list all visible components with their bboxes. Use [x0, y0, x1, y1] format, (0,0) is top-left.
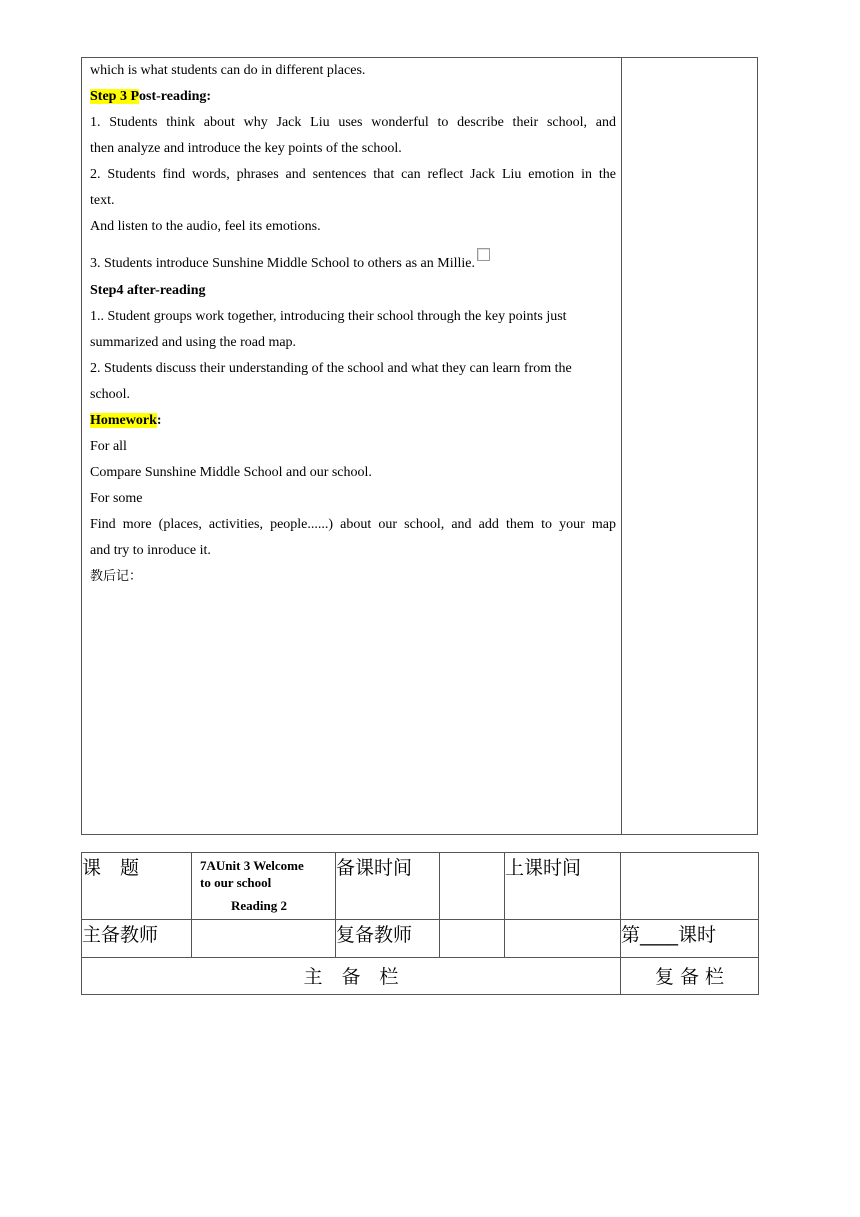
table-row: [82, 853, 759, 920]
class-time-value: [621, 853, 759, 920]
step3-highlight: Step 3 P: [90, 89, 139, 104]
text-line: Find more (places, activities, people......) about our school, and add them to your map: [90, 517, 616, 532]
text-line: school.: [90, 387, 131, 402]
text-line: Compare Sunshine Middle School and our school.: [90, 465, 372, 480]
text-line: 1.. Student groups work together, introducing their school through the key points just: [90, 309, 567, 324]
topic-line: to our school: [200, 875, 272, 890]
text-line: summarized and using the road map.: [90, 335, 297, 350]
lesson-number-label: 第____课时: [621, 920, 759, 958]
text-line: text.: [90, 193, 115, 208]
text-line: which is what students can do in different places.: [90, 63, 366, 78]
review-column-label: 复 备 栏: [621, 958, 759, 995]
review-teacher-extra: [505, 920, 621, 958]
text-line: And listen to the audio, feel its emotions.: [90, 219, 321, 234]
main-teacher-label: 主备教师: [82, 920, 192, 958]
review-teacher-label: 复备教师: [336, 920, 440, 958]
table-row: [82, 958, 759, 995]
lesson-content: [90, 58, 616, 590]
text: 3. Students introduce Sunshine Middle School to others as an Millie.: [90, 256, 475, 271]
prep-time-label: 备课时间: [336, 853, 440, 920]
topic-value: [192, 853, 336, 920]
topic-subtitle: Reading 2: [231, 898, 287, 913]
homework-highlight: Homework: [90, 413, 157, 428]
step3-heading: [90, 84, 616, 110]
table-row: [82, 920, 759, 958]
homework-colon: :: [156, 413, 162, 428]
topic-line: 7AUnit 3 Welcome: [200, 858, 304, 873]
text-line: and try to inroduce it.: [90, 543, 211, 558]
text-line: then analyze and introduce the key points of the school.: [90, 141, 402, 156]
step3-heading-rest: ost-reading:: [139, 89, 212, 104]
main-column-label: 主 备 栏: [82, 958, 621, 995]
main-teacher-value: [192, 920, 336, 958]
step4-heading: Step4 after-reading: [90, 283, 206, 298]
text-line: 1. Students think about why Jack Liu uses wonderful to describe their school, and: [90, 115, 616, 130]
class-time-label: 上课时间: [505, 853, 621, 920]
text-line: For some: [90, 491, 143, 506]
reflection-label: 教后记：: [90, 569, 143, 584]
homework-heading: [90, 408, 616, 434]
text-line-with-icon: [90, 248, 616, 278]
review-teacher-value: [440, 920, 505, 958]
embedded-object-icon: [477, 248, 490, 261]
prep-time-value: [440, 853, 505, 920]
text-line: 2. Students discuss their understanding of the school and what they can learn from the: [90, 361, 572, 376]
text-line: 2. Students find words, phrases and sentences that can reflect Jack Liu emotion in the: [90, 167, 616, 182]
column-divider: [621, 58, 622, 834]
lesson-plan-table: [81, 57, 758, 835]
topic-label: 课 题: [82, 853, 192, 920]
lesson-header-table: [81, 852, 759, 995]
text-line: For all: [90, 439, 127, 454]
